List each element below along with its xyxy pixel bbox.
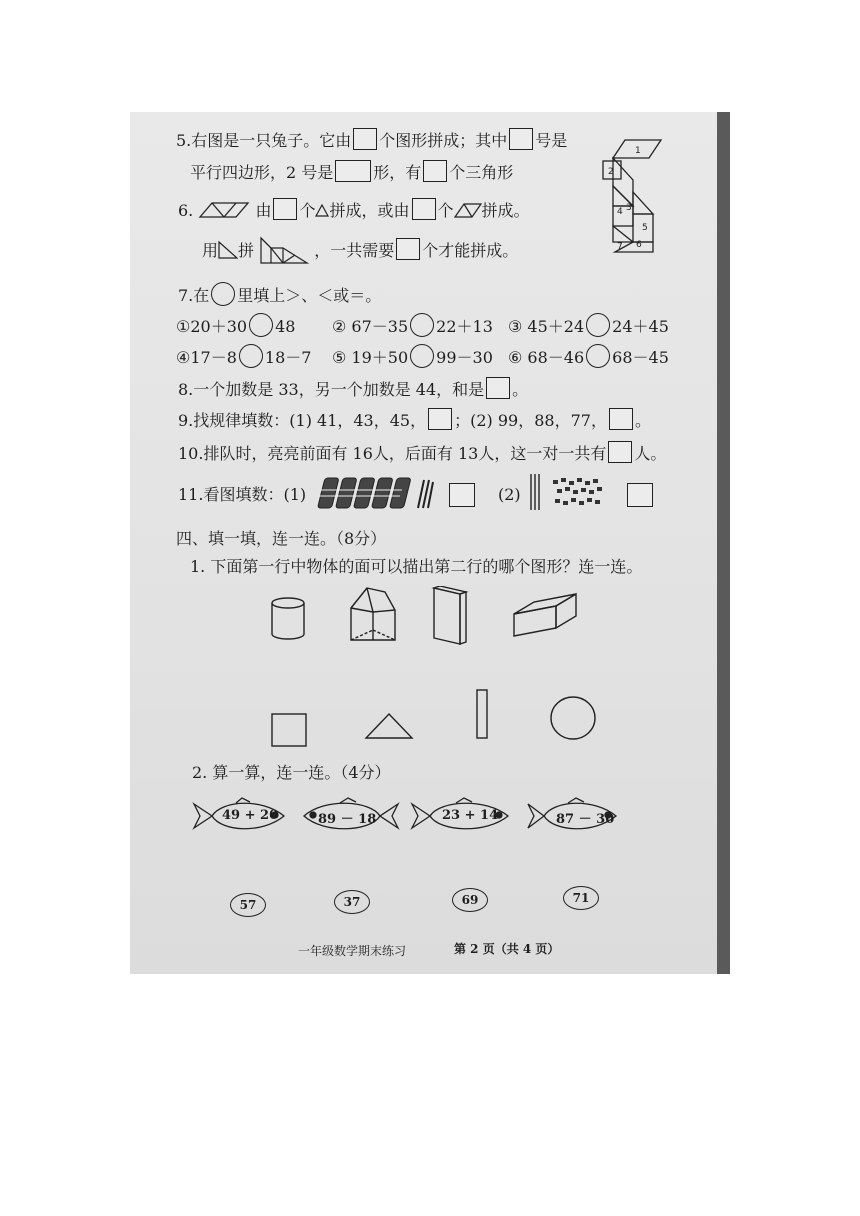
q5-answer-box-2[interactable] bbox=[509, 128, 533, 150]
tangram-label-7: 7 bbox=[617, 242, 623, 252]
q6-text-a: 6. bbox=[178, 201, 194, 220]
q7-item-2-right: 22＋13 bbox=[436, 317, 493, 336]
q7-item-4-circle[interactable] bbox=[239, 344, 263, 368]
right-triangle-icon bbox=[218, 241, 238, 259]
q8-text-b: 。 bbox=[512, 380, 529, 399]
q7-item-1 bbox=[176, 313, 295, 338]
q5-line2 bbox=[190, 160, 513, 184]
answer-oval-37[interactable]: 37 bbox=[334, 890, 370, 914]
cylinder-shape bbox=[268, 596, 308, 642]
q5-answer-box-4[interactable] bbox=[423, 160, 447, 182]
q7-item-5 bbox=[332, 344, 493, 369]
q5-line1 bbox=[176, 128, 567, 152]
q7-circle-sample bbox=[211, 282, 235, 306]
trapezoid-composite-icon bbox=[259, 236, 309, 264]
q7-item-4-right: 18－7 bbox=[264, 348, 312, 367]
q7-item-6-circle[interactable] bbox=[586, 344, 610, 368]
q7-item-6 bbox=[508, 344, 669, 369]
triangular-prism-shape bbox=[347, 586, 397, 644]
q7-item-3-circle[interactable] bbox=[586, 313, 610, 337]
q7-item-3-right: 24＋45 bbox=[612, 317, 669, 336]
q7-item-5-left: ⑤ 19＋50 bbox=[332, 348, 409, 367]
footer-page-number: 第 2 页（共 4 页） bbox=[454, 942, 560, 956]
answer-oval-71[interactable]: 71 bbox=[563, 886, 599, 910]
q6-text-e: 个 bbox=[437, 201, 454, 220]
tangram-label-6: 6 bbox=[636, 240, 642, 250]
q7-item-3-left: ③ 45＋24 bbox=[508, 317, 585, 336]
q6-line2 bbox=[202, 236, 518, 264]
fish-1[interactable] bbox=[192, 796, 286, 836]
fish-1-expression: 49 + 20 bbox=[222, 808, 279, 823]
q7-item-3 bbox=[508, 313, 669, 338]
q6-answer-box-2[interactable] bbox=[412, 198, 436, 220]
parallelogram-icon bbox=[454, 203, 482, 218]
q10-text-a: 10.排队时，亮亮前面有 16人，后面有 13人，这一对一共有 bbox=[178, 444, 607, 463]
q9-answer-box-2[interactable] bbox=[609, 408, 633, 430]
q6-text-c: 个 bbox=[299, 201, 316, 220]
fish-2-expression: 89 － 18 bbox=[318, 812, 377, 827]
q8 bbox=[178, 377, 528, 401]
fish-4-expression: 87 － 30 bbox=[556, 812, 615, 827]
q10 bbox=[178, 441, 666, 465]
q7-item-1-circle[interactable] bbox=[249, 313, 273, 337]
q6-text-h: 拼 bbox=[238, 241, 255, 260]
fish-3-expression: 23 + 14 bbox=[442, 808, 499, 823]
q7-item-1-right: 48 bbox=[275, 317, 296, 336]
q6-text-f: 拼成。 bbox=[481, 201, 530, 220]
q5-text-c: 号是 bbox=[535, 131, 568, 150]
q5-text-d: 平行四边形，2 号是 bbox=[190, 163, 334, 182]
q9 bbox=[178, 408, 651, 432]
q11-label-1 bbox=[178, 484, 306, 506]
answer-oval-69[interactable]: 69 bbox=[452, 888, 488, 912]
q7-text-a: 7.在 bbox=[178, 286, 210, 305]
q6-text-b: 由 bbox=[255, 201, 272, 220]
tangram-label-3: 3 bbox=[626, 203, 632, 213]
fish-3[interactable] bbox=[410, 796, 510, 836]
q6-answer-box-1[interactable] bbox=[273, 198, 297, 220]
fish-4[interactable] bbox=[526, 796, 618, 836]
q5-text-b: 个图形拼成；其中 bbox=[379, 131, 508, 150]
section-4-q2: 2. 算一算，连一连。（4分） bbox=[192, 763, 391, 782]
q7-item-5-right: 99－30 bbox=[436, 348, 493, 367]
q6-line1 bbox=[178, 198, 530, 222]
q7-item-2 bbox=[332, 313, 493, 338]
q6-answer-box-3[interactable] bbox=[396, 238, 420, 260]
q9-answer-box-1[interactable] bbox=[428, 408, 452, 430]
q7-item-4-left: ④17－8 bbox=[176, 348, 237, 367]
triangle-shape bbox=[364, 712, 414, 740]
q7-title bbox=[178, 282, 381, 307]
q5-text-e: 形，有 bbox=[373, 163, 422, 182]
tangram-label-5: 5 bbox=[642, 223, 648, 233]
q6-text-g: 用 bbox=[202, 241, 219, 260]
q5-text-f: 个三角形 bbox=[449, 163, 514, 182]
q7-item-6-left: ⑥ 68－46 bbox=[508, 348, 585, 367]
q8-text-a: 8.一个加数是 33，另一个加数是 44，和是 bbox=[178, 380, 485, 399]
q7-item-5-circle[interactable] bbox=[410, 344, 434, 368]
tangram-label-2: 2 bbox=[608, 167, 614, 177]
square-shape bbox=[270, 712, 308, 748]
q7-item-1-left: ①20＋30 bbox=[176, 317, 248, 336]
q11-label-2 bbox=[498, 484, 521, 506]
fish-2[interactable] bbox=[300, 796, 400, 836]
q6-text-d: 拼成，或由 bbox=[329, 201, 410, 220]
q11-text-b: (2) bbox=[498, 485, 521, 504]
beads-figure bbox=[527, 472, 607, 512]
q7-item-2-left: ② 67－35 bbox=[332, 317, 409, 336]
q6-text-j: 个才能拼成。 bbox=[422, 241, 519, 260]
tangram-label-1: 1 bbox=[635, 146, 641, 156]
q7-item-4 bbox=[176, 344, 311, 369]
stick-bundles-figure bbox=[314, 474, 434, 512]
q7-text-b: 里填上＞、＜或＝。 bbox=[237, 286, 382, 305]
q8-answer-box[interactable] bbox=[486, 377, 510, 399]
q5-answer-box-1[interactable] bbox=[353, 128, 377, 150]
scan-shadow-edge bbox=[717, 112, 730, 974]
thin-rectangle-shape bbox=[474, 688, 490, 740]
q11-text-a: 11.看图填数：(1) bbox=[178, 485, 307, 504]
triangle-icon bbox=[315, 204, 329, 217]
tangram-label-4: 4 bbox=[617, 207, 623, 217]
tangram-rabbit-figure bbox=[595, 134, 667, 262]
q7-item-6-right: 68－45 bbox=[612, 348, 669, 367]
circle-shape bbox=[548, 694, 598, 742]
answer-oval-57[interactable]: 57 bbox=[230, 893, 266, 917]
q11-answer-box-2[interactable] bbox=[627, 483, 653, 507]
q5-answer-box-3[interactable] bbox=[335, 160, 371, 182]
q9-text-c: 。 bbox=[634, 411, 651, 430]
section-4-title: 四、填一填，连一连。（8分） bbox=[176, 529, 387, 548]
q11-answer-box-1[interactable] bbox=[449, 483, 475, 507]
q9-text-b: ；(2) 99，88，77， bbox=[454, 411, 607, 430]
thin-cuboid-book-shape bbox=[430, 586, 470, 646]
footer-title: 一年级数学期末练习 bbox=[298, 944, 407, 958]
q10-answer-box[interactable] bbox=[608, 441, 632, 463]
q7-item-2-circle[interactable] bbox=[410, 313, 434, 337]
q10-text-b: 人。 bbox=[634, 444, 667, 463]
parallelogram-strip-icon bbox=[198, 202, 250, 218]
q6-text-i: ，一共需要 bbox=[314, 241, 395, 260]
section-4-q1: 1. 下面第一行中物体的面可以描出第二行的哪个图形？连一连。 bbox=[190, 557, 643, 576]
q5-text-a: 5.右图是一只兔子。它由 bbox=[176, 131, 352, 150]
cuboid-shape bbox=[512, 592, 578, 640]
q9-text-a: 9.找规律填数：(1) 41，43，45， bbox=[178, 411, 427, 430]
